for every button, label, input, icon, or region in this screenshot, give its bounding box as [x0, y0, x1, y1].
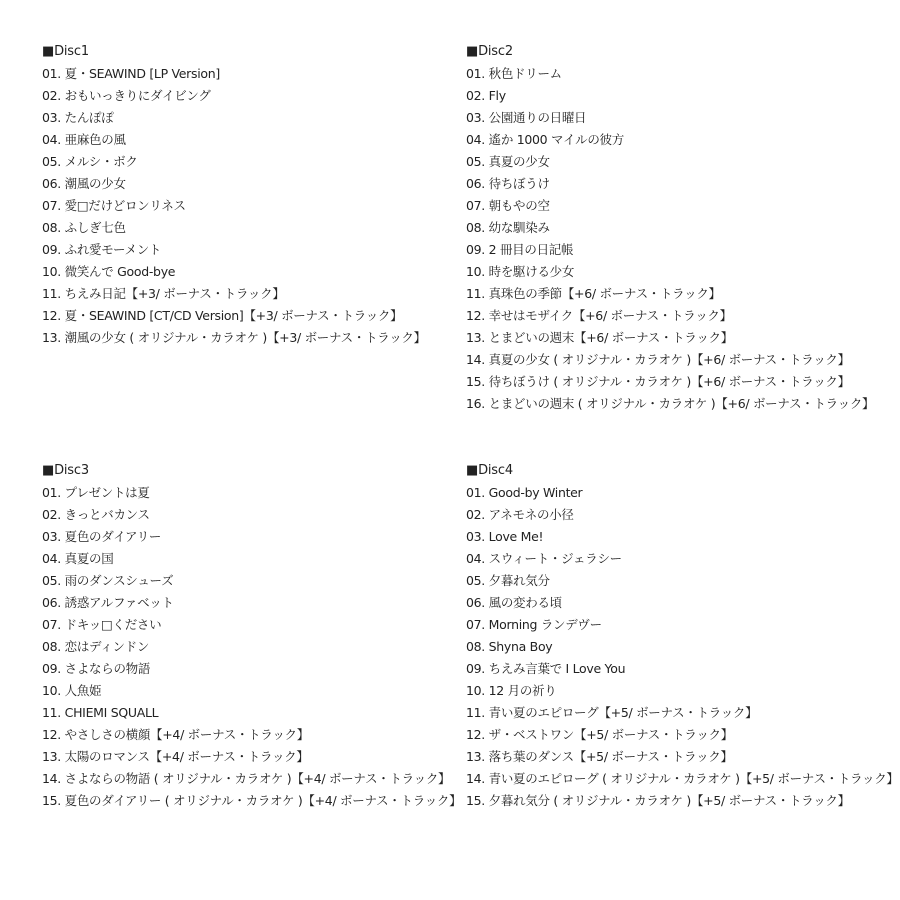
track-item: 13. 潮風の少女 ( オリジナル・カラオケ )【+3/ ボーナス・トラック】	[42, 330, 426, 345]
track-item: 04. 真夏の国	[42, 551, 114, 566]
track-item: 05. メルシ・ボク	[42, 154, 138, 169]
track-item: 16. とまどいの週末 ( オリジナル・カラオケ )【+6/ ボーナス・トラック】	[466, 396, 875, 411]
track-item: 01. プレゼントは夏	[42, 485, 150, 500]
track-item: 06. 待ちぼうけ	[466, 176, 550, 191]
track-item: 08. Shyna Boy	[466, 639, 553, 654]
track-item: 02. Fly	[466, 88, 506, 103]
track-item: 05. 雨のダンスシューズ	[42, 573, 174, 588]
disc-title: ■Disc4	[466, 463, 513, 478]
track-list	[466, 63, 886, 415]
track-item: 11. 真珠色の季節【+6/ ボーナス・トラック】	[466, 286, 721, 301]
track-item: 12. 夏・SEAWIND [CT/CD Version]【+3/ ボーナス・トラック】	[42, 308, 403, 323]
track-item: 13. 太陽のロマンス【+4/ ボーナス・トラック】	[42, 749, 309, 764]
disc-title: ■Disc1	[42, 44, 89, 59]
track-item: 05. 夕暮れ気分	[466, 573, 550, 588]
track-item: 11. ちえみ日記【+3/ ボーナス・トラック】	[42, 286, 285, 301]
track-item: 10. 時を駆ける少女	[466, 264, 575, 279]
track-item: 03. 夏色のダイアリー	[42, 529, 162, 544]
disc-title: ■Disc2	[466, 44, 513, 59]
track-item: 10. 12 月の祈り	[466, 683, 557, 698]
track-item: 03. Love Me!	[466, 529, 544, 544]
disc-1-section	[42, 41, 462, 349]
track-item: 03. たんぽぽ	[42, 110, 114, 125]
track-item: 11. 青い夏のエピローグ【+5/ ボーナス・トラック】	[466, 705, 758, 720]
track-item: 01. 夏・SEAWIND [LP Version]	[42, 66, 220, 81]
track-item: 06. 風の変わる頃	[466, 595, 562, 610]
track-item: 02. きっとバカンス	[42, 507, 150, 522]
track-list	[466, 482, 899, 812]
track-item: 14. さよならの物語 ( オリジナル・カラオケ )【+4/ ボーナス・トラック】	[42, 771, 451, 786]
track-item: 12. ザ・ベストワン【+5/ ボーナス・トラック】	[466, 727, 733, 742]
track-item: 12. 幸せはモザイク【+6/ ボーナス・トラック】	[466, 308, 732, 323]
track-item: 09. ふれ愛モーメント	[42, 242, 162, 257]
track-item: 06. 誘惑アルファベット	[42, 595, 174, 610]
track-item: 03. 公園通りの日曜日	[466, 110, 587, 125]
track-item: 12. やさしさの横顔【+4/ ボーナス・トラック】	[42, 727, 309, 742]
track-item: 07. 朝もやの空	[466, 198, 550, 213]
track-item: 09. ちえみ言葉で I Love You	[466, 661, 626, 676]
disc-2-section	[466, 41, 886, 415]
track-list	[42, 63, 462, 349]
track-item: 02. おもいっきりにダイビング	[42, 88, 211, 103]
track-item: 09. 2 冊目の日記帳	[466, 242, 574, 257]
track-item: 07. ドキッ□ください	[42, 617, 162, 632]
track-item: 08. 幼な馴染み	[466, 220, 550, 235]
track-item: 14. 真夏の少女 ( オリジナル・カラオケ )【+6/ ボーナス・トラック】	[466, 352, 850, 367]
track-item: 04. スウィート・ジェラシー	[466, 551, 622, 566]
track-item: 13. 落ち葉のダンス【+5/ ボーナス・トラック】	[466, 749, 733, 764]
track-item: 07. Morning ランデヴー	[466, 617, 602, 632]
track-item: 11. CHIEMI SQUALL	[42, 705, 159, 720]
track-item: 01. Good-by Winter	[466, 485, 583, 500]
track-list	[42, 482, 462, 812]
track-item: 08. 恋はディンドン	[42, 639, 150, 654]
disc-title: ■Disc3	[42, 463, 89, 478]
track-item: 10. 微笑んで Good-bye	[42, 264, 176, 279]
track-item: 14. 青い夏のエピローグ ( オリジナル・カラオケ )【+5/ ボーナス・トラック】	[466, 771, 899, 786]
track-item: 01. 秋色ドリーム	[466, 66, 562, 81]
disc-4-section	[466, 460, 899, 812]
track-item: 07. 愛□だけどロンリネス	[42, 198, 186, 213]
track-item: 04. 亜麻色の風	[42, 132, 126, 147]
track-item: 13. とまどいの週末【+6/ ボーナス・トラック】	[466, 330, 733, 345]
track-item: 15. 待ちぼうけ ( オリジナル・カラオケ )【+6/ ボーナス・トラック】	[466, 374, 850, 389]
track-item: 15. 夏色のダイアリー ( オリジナル・カラオケ )【+4/ ボーナス・トラック】	[42, 793, 462, 808]
track-item: 05. 真夏の少女	[466, 154, 550, 169]
track-item: 09. さよならの物語	[42, 661, 151, 676]
track-item: 06. 潮風の少女	[42, 176, 126, 191]
track-item: 08. ふしぎ七色	[42, 220, 126, 235]
track-item: 04. 遙か 1000 マイルの彼方	[466, 132, 624, 147]
track-item: 02. アネモネの小径	[466, 507, 574, 522]
track-item: 15. 夕暮れ気分 ( オリジナル・カラオケ )【+5/ ボーナス・トラック】	[466, 793, 850, 808]
disc-3-section	[42, 460, 462, 812]
track-item: 10. 人魚姫	[42, 683, 102, 698]
